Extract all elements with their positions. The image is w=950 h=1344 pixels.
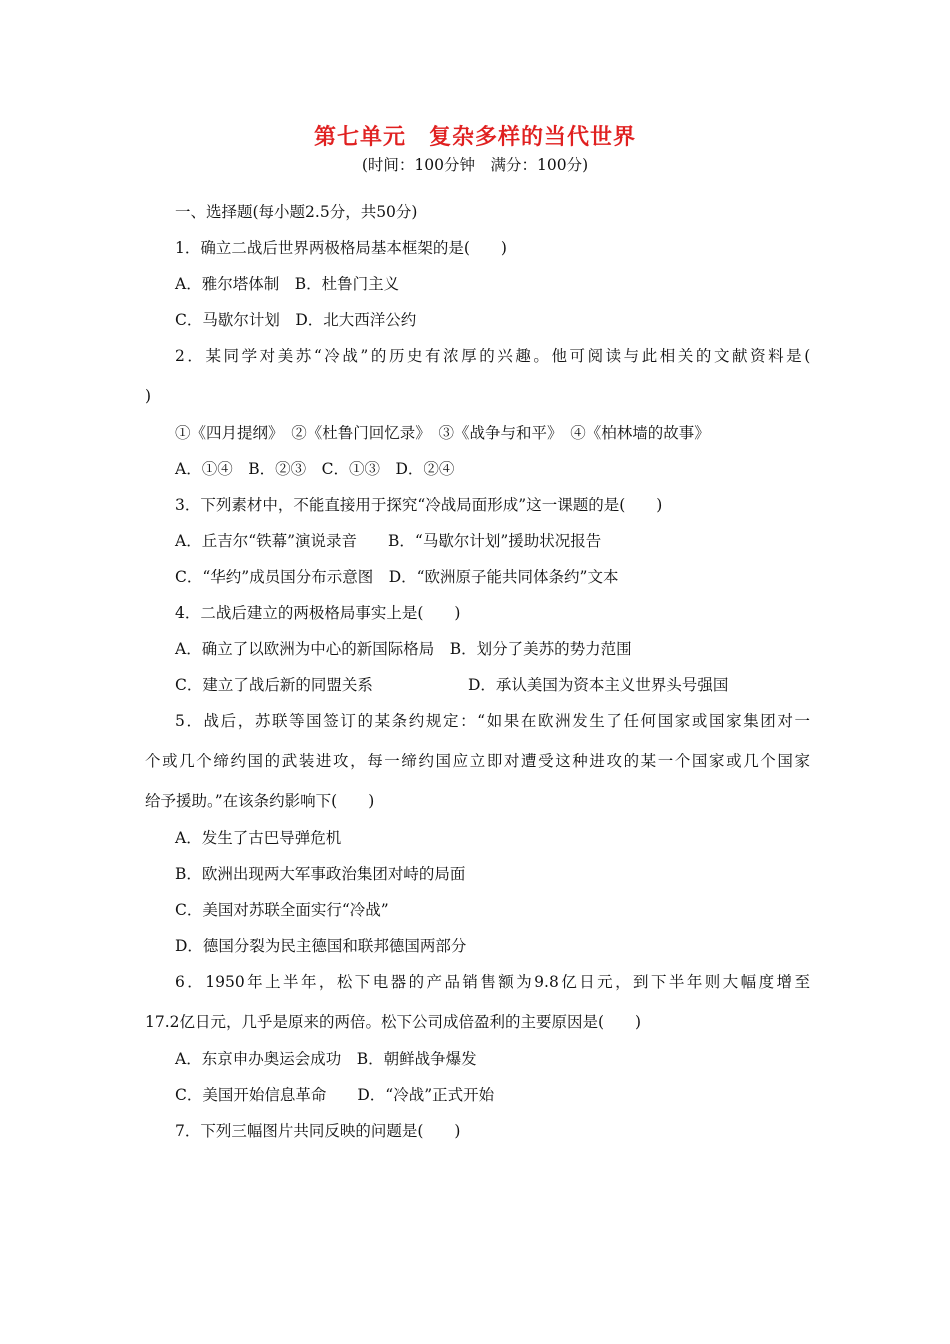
q6-stem-line2: 17.2亿日元，几乎是原来的两倍。松下公司成倍盈利的主要原因是( ) [145,1013,642,1031]
section-heading: 一、选择题(每小题2.5分，共50分) [175,203,418,221]
q2-stem-line2: ) [145,387,152,405]
q4-options-row1: A．确立了以欧洲为中心的新国际格局 B．划分了美苏的势力范围 [175,640,632,658]
q5-option-a: A．发生了古巴导弹危机 [175,829,342,847]
q1-stem: 1．确立二战后世界两极格局基本框架的是( ) [175,239,507,257]
q6-options-row1: A．东京申办奥运会成功 B．朝鲜战争爆发 [175,1050,477,1068]
q5-stem-line2: 个或几个缔约国的武装进攻，每一缔约国应立即对遭受这种进攻的某一个国家或几个国家 [145,752,810,770]
page-subtitle: (时间：100分钟 满分：100分) [361,156,589,174]
q5-stem-line1: 5．战后，苏联等国签订的某条约规定：“如果在欧洲发生了任何国家或国家集团对一 [175,712,810,730]
q3-stem: 3．下列素材中，不能直接用于探究“冷战局面形成”这一课题的是( ) [175,496,663,514]
q2-materials: ①《四月提纲》 ②《杜鲁门回忆录》 ③《战争与和平》 ④《柏林墙的故事》 [175,424,710,442]
q5-stem-line3: 给予援助。”在该条约影响下( ) [145,792,375,810]
q4-stem: 4．二战后建立的两极格局事实上是( ) [175,604,461,622]
q5-option-d: D．德国分裂为民主德国和联邦德国两部分 [175,937,467,955]
q7-stem: 7．下列三幅图片共同反映的问题是( ) [175,1122,461,1140]
q2-options: A．①④ B．②③ C．①③ D．②④ [175,460,455,478]
q1-options-row2: C．马歇尔计划 D．北大西洋公约 [175,311,417,329]
q2-stem-line1: 2．某同学对美苏“冷战”的历史有浓厚的兴趣。他可阅读与此相关的文献资料是( [175,347,810,365]
q4-option-c: C．建立了战后新的同盟关系 [175,676,373,694]
q4-option-d: D．承认美国为资本主义世界头号强国 [468,676,729,694]
q6-stem-line1: 6．1950年上半年，松下电器的产品销售额为9.8亿日元，到下半年则大幅度增至 [175,973,810,991]
q5-option-b: B．欧洲出现两大军事政治集团对峙的局面 [175,865,466,883]
q3-options-row1: A．丘吉尔“铁幕”演说录音 B．“马歇尔计划”援助状况报告 [175,532,602,550]
q3-options-row2: C．“华约”成员国分布示意图 D．“欧洲原子能共同体条约”文本 [175,568,619,586]
q1-options-row1: A．雅尔塔体制 B．杜鲁门主义 [175,275,400,293]
q5-option-c: C．美国对苏联全面实行“冷战” [175,901,389,919]
page-title: 第七单元 复杂多样的当代世界 [313,124,636,150]
q6-options-row2: C．美国开始信息革命 D．“冷战”正式开始 [175,1086,495,1104]
